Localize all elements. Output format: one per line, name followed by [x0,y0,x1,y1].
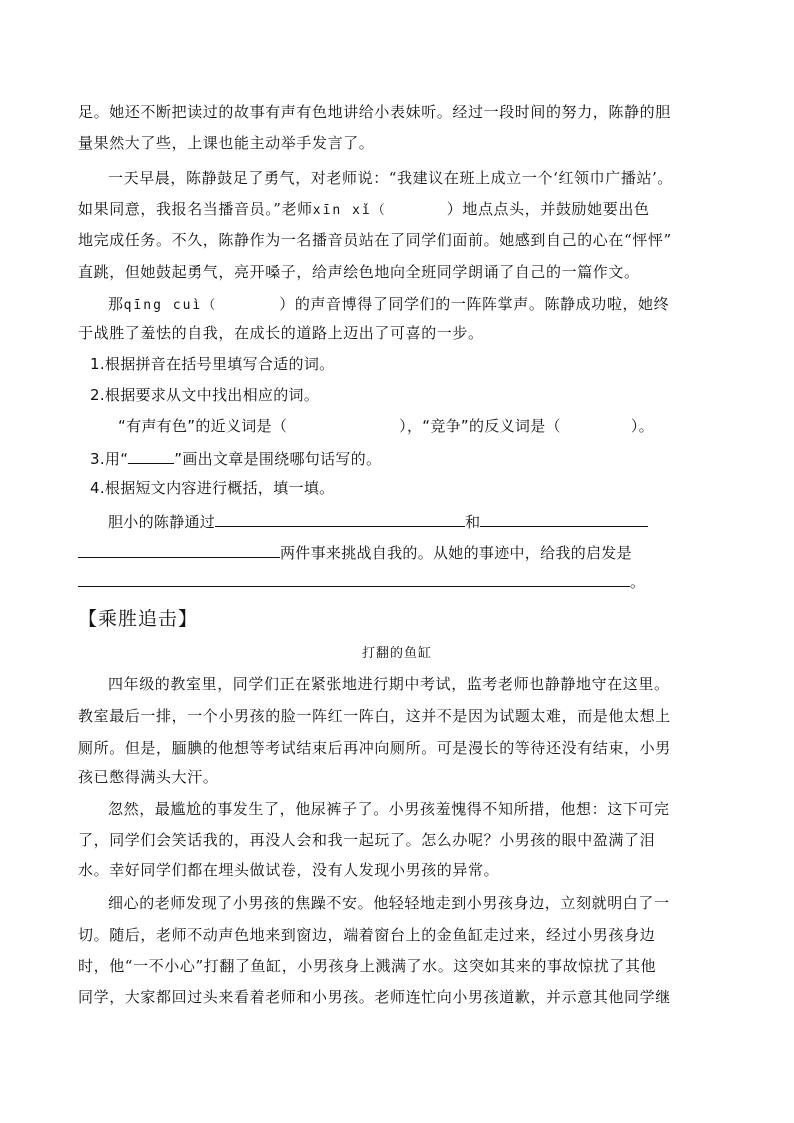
answer-line[interactable] [78,540,280,558]
passage-line: 直跳，但她鼓起勇气，亮开嗓子，给声绘色地向全班同学朗诵了自己的一篇作文。 [78,263,640,281]
pinyin-prompt: xīn xǐ（ [312,203,387,218]
q4-text: 两件事来挑战自我的。从她的事迹中，给我的启发是 [280,544,632,562]
question-4: 4.根据短文内容进行概括，填一填。 [90,479,335,497]
q4-text: 胆小的陈静通过 [108,513,216,531]
paren-close: ） [279,295,295,313]
story-line: 细心的老师发现了小男孩的焦躁不安。他轻轻地走到小男孩身边，立刻就明白了一 [108,894,670,912]
answer-line[interactable] [480,509,648,527]
story-line: 忽然，最尴尬的事发生了，他尿裤子了。小男孩羞愧得不知所措，他想：这下可完 [108,800,670,818]
paren-close: ） [446,200,463,218]
underline-sample [128,446,174,464]
story-line: 教室最后一排，一个小男孩的脸一阵红一阵白，这并不是因为试题太难，而是他太想上 [78,707,671,725]
story-line: 时，他“一不小心”打翻了鱼缸，小男孩身上溅满了水。这突如其来的事故惊扰了其他 [78,957,657,975]
passage-line: 量果然大了些，上课也能主动举手发言了。 [78,134,375,152]
passage-line: 一天早晨，陈静鼓足了勇气，对老师说：“我建议在班上成立一个‘红领巾广播站’。 [108,169,674,187]
story-line: 了，同学们会笑话我的，再没人会和我一起玩了。怎么办呢？小男孩的眼中盈满了泪 [78,831,656,849]
passage-text: 那 [108,295,124,313]
story-line: 孩已憋得满头大汗。 [78,768,219,786]
q2-text: “有声有色”的近义词是（ [118,417,288,435]
story-line: 四年级的教室里，同学们正在紧张地进行期中考试，监考老师也静静地守在这里。 [108,675,670,693]
story-line: 切。随后，老师不动声色地来到窗边，端着窗台上的金鱼缸走过来，经过小男孩身边 [78,926,656,944]
passage-text: 地点点头，并鼓励她要出色 [462,200,650,218]
question-1: 1.根据拼音在括号里填写合适的词。 [90,355,335,373]
question-4-line-3 [78,569,645,593]
passage-line: 足。她还不断把读过的故事有声有色地讲给小表妹听。经过一段时间的努力，陈静的胆 [78,103,671,121]
section-heading: 【乘胜追击】 [78,608,199,630]
question-2: 2.根据要求从文中找出相应的词。 [90,386,320,404]
story-line: 水。幸好同学们都在埋头做试卷，没有人发现小男孩的异常。 [78,861,500,879]
q2-text: ）。 [630,417,654,435]
passage-line-with-blank [108,293,669,317]
passage-line-with-blank [78,198,650,222]
story-title: 打翻的鱼缸 [361,646,432,661]
story-line: 厕所。但是，腼腆的他想等考试结束后再冲向厕所。可是漫长的等待还没有结束，小男 [78,739,671,757]
passage-line: 地完成任务。不久，陈静作为一名播音员站在了同学们面前。她感到自己的心在“怦怦” [78,231,672,249]
passage-line: 于战胜了羞怯的自我，在成长的道路上迈出了可喜的一步。 [78,324,484,342]
q3-text: ”画出文章是围绕哪句话写的。 [174,450,382,468]
question-3 [90,446,381,470]
story-line: 同学，大家都回过头来看着老师和小男孩。老师连忙向小男孩道歉，并示意其他同学继 [78,988,671,1006]
q4-text: 。 [630,573,646,591]
q3-text: 3.用“ [90,450,129,468]
question-2-sub [118,415,654,437]
pinyin-prompt: qīng cuì（ [123,298,218,313]
answer-line[interactable] [78,569,630,587]
question-4-line-2 [78,540,632,564]
answer-line[interactable] [215,509,465,527]
passage-text: 的声音博得了同学们的一阵阵掌声。陈静成功啦，她终 [294,295,670,313]
question-4-line-1 [108,509,648,533]
q2-text: ），“竞争”的反义词是（ [399,417,561,435]
q4-text: 和 [465,513,481,531]
passage-text: 如果同意，我报名当播音员。”老师 [78,200,313,218]
